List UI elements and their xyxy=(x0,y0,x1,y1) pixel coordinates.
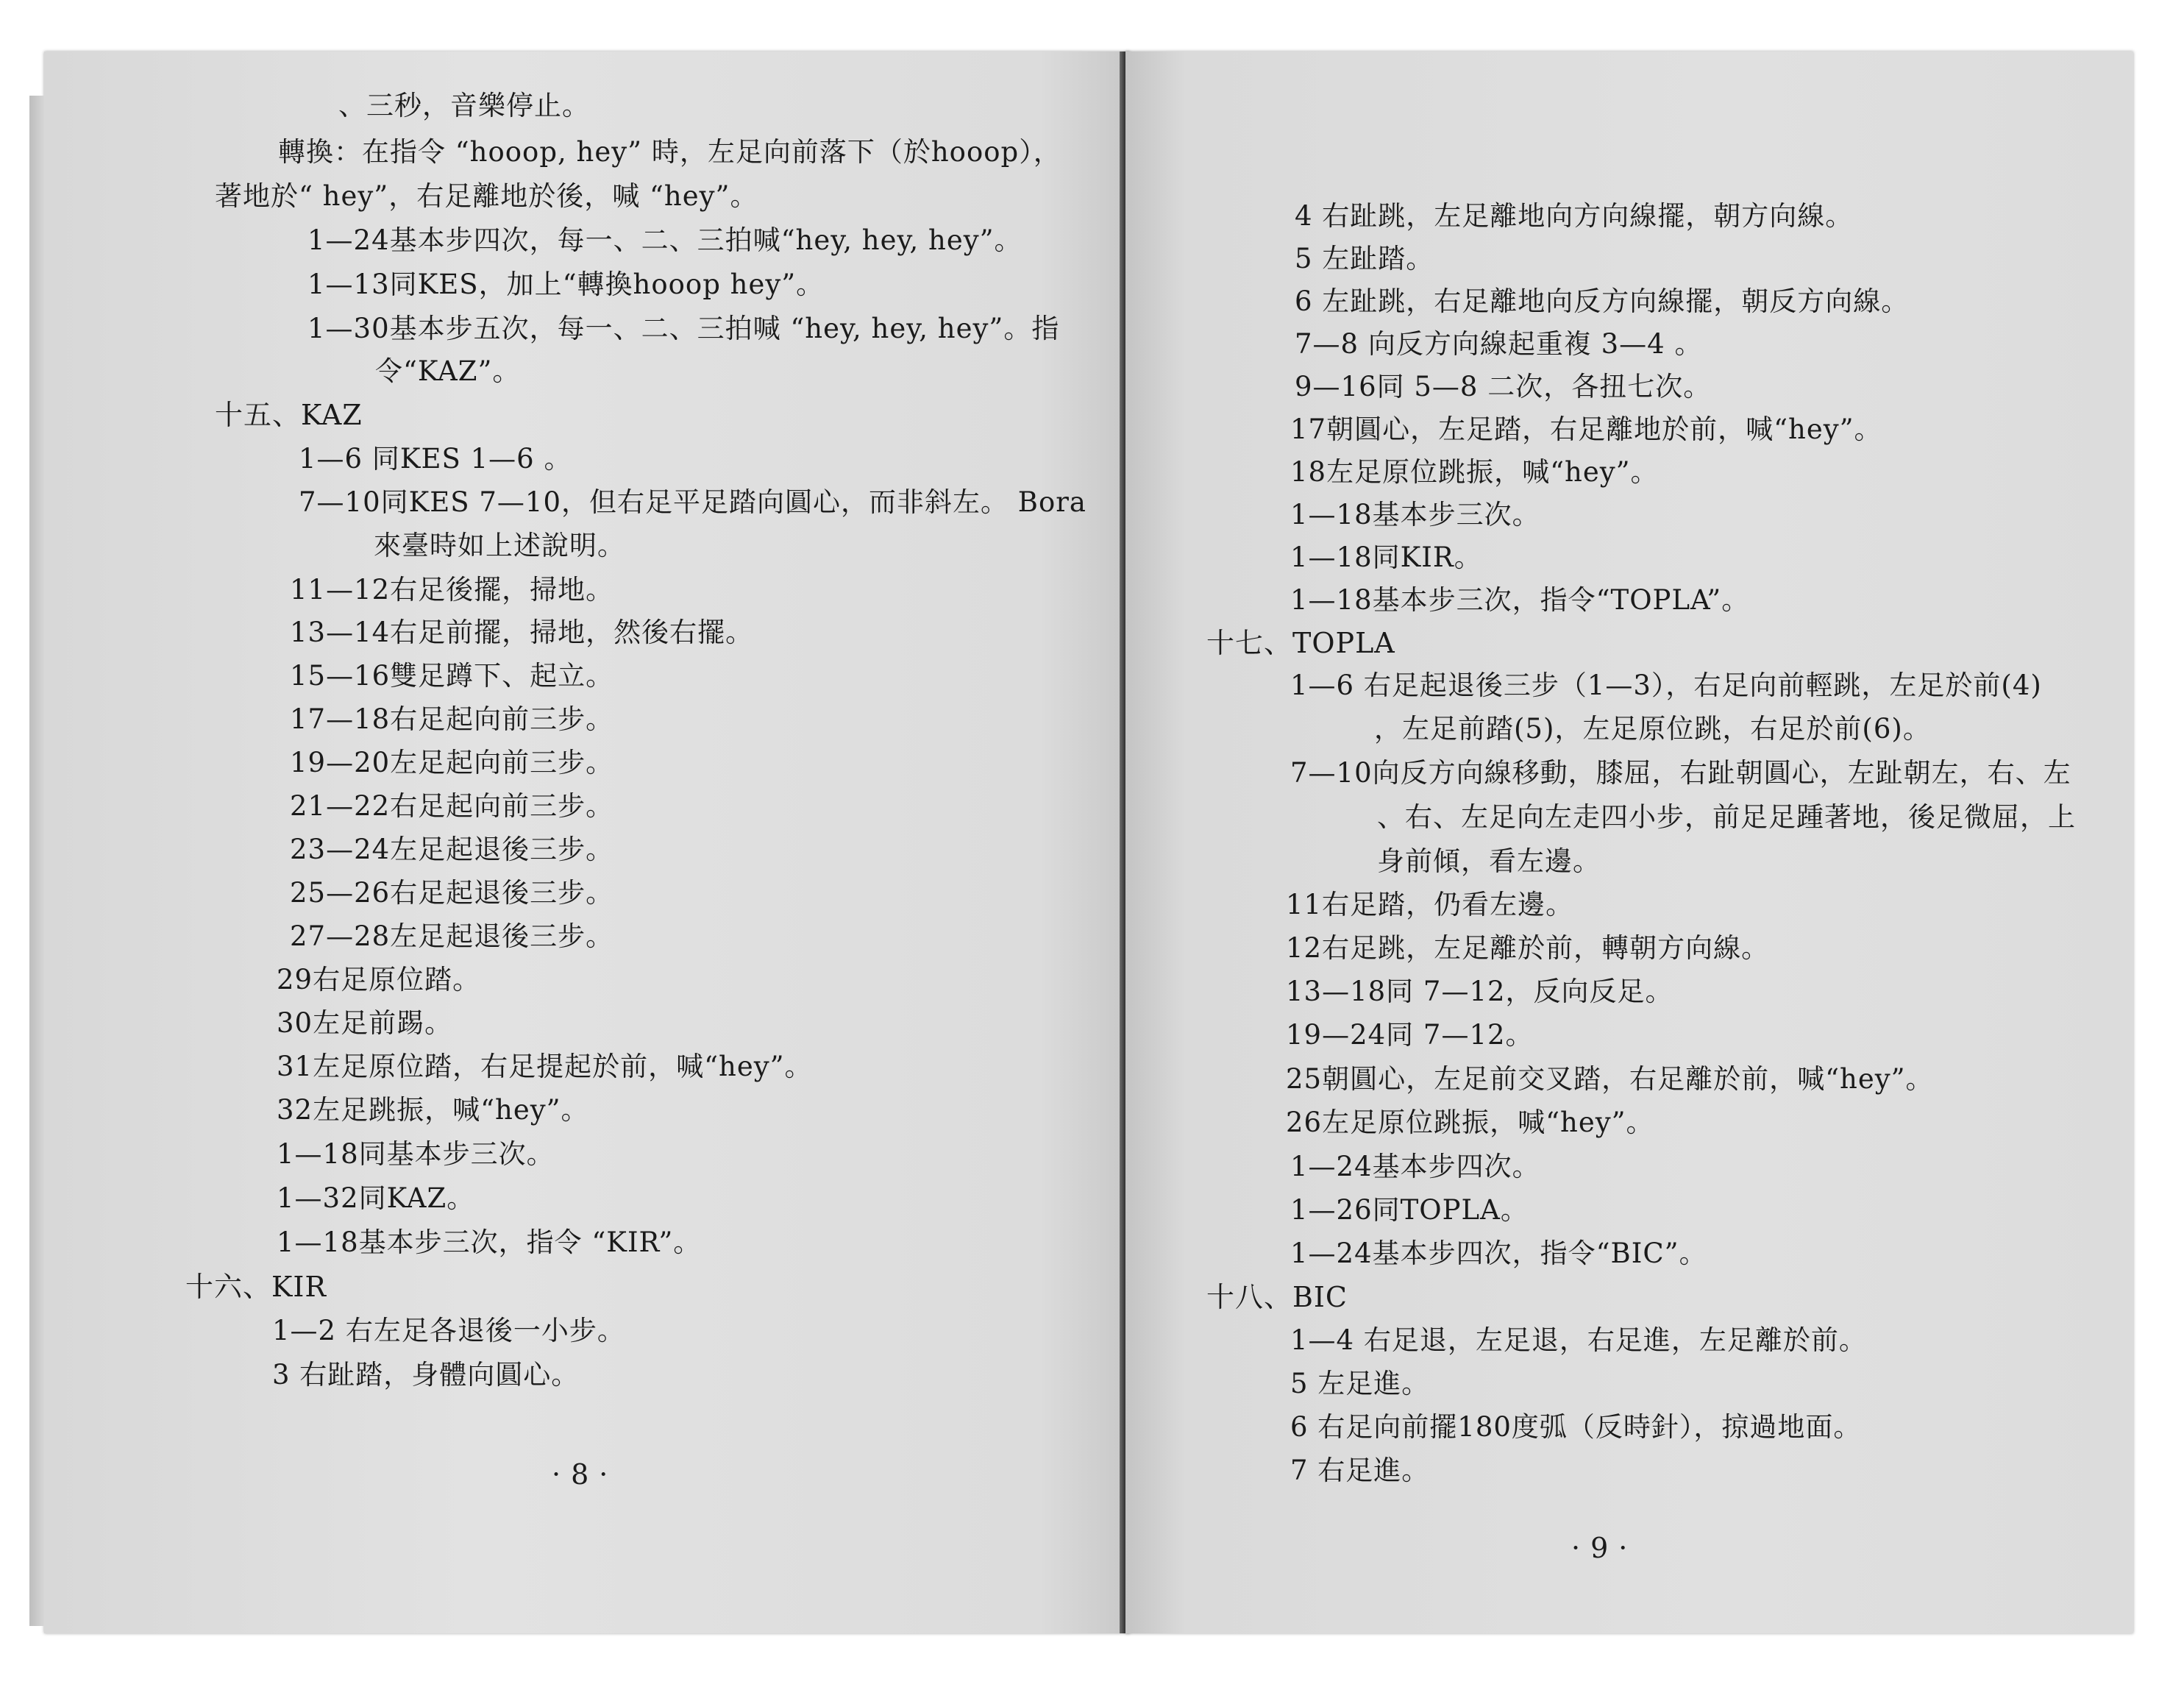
section-heading: 十八、BIC xyxy=(1206,1281,1348,1313)
text-line: 、右、左足向左走四小步，前足足踵著地，後足微屈，上 xyxy=(1377,801,2076,833)
text-line: 13—14右足前擺，掃地，然後右擺。 xyxy=(290,617,754,648)
text-line: 1—24基本步四次，指令“BIC”。 xyxy=(1290,1238,1707,1269)
text-line: 著地於“ hey”，右足離地於後，喊 “hey”。 xyxy=(215,180,758,212)
text-line: 1—30基本步五次，每一、二、三拍喊 “hey, hey, hey”。指 xyxy=(307,313,1060,344)
text-line: 30左足前踢。 xyxy=(277,1007,453,1039)
text-line: 1—24基本步四次，每一、二、三拍喊“hey, hey, hey”。 xyxy=(307,224,1022,256)
page-number: ·9· xyxy=(1571,1532,1638,1564)
text-line: 17—18右足起向前三步。 xyxy=(290,703,614,735)
text-line: 1—24基本步四次。 xyxy=(1290,1151,1540,1182)
text-line: 1—4 右足退，左足退，右足進，左足離於前。 xyxy=(1290,1324,1867,1356)
text-line: 6 右足向前擺180度弧（反時針），掠過地面。 xyxy=(1290,1411,1862,1443)
text-line: 身前傾，看左邊。 xyxy=(1377,845,1601,877)
text-line: 19—20左足起向前三步。 xyxy=(290,747,614,778)
section-heading: 十七、TOPLA xyxy=(1206,627,1395,659)
text-line: 3 右趾踏，身體向圓心。 xyxy=(272,1359,580,1391)
text-line: 7—10向反方向線移動，膝屈，右趾朝圓心，左趾朝左，右、左 xyxy=(1290,757,2071,789)
text-line: 7—8 向反方向線起重複 3—4 。 xyxy=(1295,328,1703,360)
text-line: 26左足原位跳振，喊“hey”。 xyxy=(1286,1107,1654,1138)
text-line: 12右足跳，左足離於前，轉朝方向線。 xyxy=(1286,932,1770,964)
text-line: 21—22右足起向前三步。 xyxy=(290,790,614,822)
text-line: 來臺時如上述說明。 xyxy=(374,530,625,561)
text-line: 32左足跳振，喊“hey”。 xyxy=(277,1094,589,1126)
right-page xyxy=(1125,52,2133,1633)
text-line: 25朝圓心，左足前交叉踏，右足離於前，喊“hey”。 xyxy=(1286,1063,1934,1095)
text-line: 29右足原位踏。 xyxy=(277,964,481,995)
left-page xyxy=(44,52,1130,1633)
text-line: 19—24同 7—12。 xyxy=(1286,1019,1534,1051)
section-heading: 十六、KIR xyxy=(185,1271,327,1303)
text-line: 令“KAZ”。 xyxy=(375,355,521,387)
text-line: 13—18同 7—12，反向反足。 xyxy=(1286,976,1673,1007)
text-line: 1—18基本步三次。 xyxy=(1290,499,1540,530)
text-line: 轉換：在指令 “hooop, hey” 時，左足向前落下（於hooop）， xyxy=(278,136,1061,168)
text-line: 7 右足進。 xyxy=(1290,1455,1430,1486)
text-line: 23—24左足起退後三步。 xyxy=(290,834,614,865)
text-line: 1—18基本步三次，指令 “KIR”。 xyxy=(277,1226,702,1258)
text-line: 1—26同TOPLA。 xyxy=(1290,1194,1529,1226)
text-line: 5 左趾踏。 xyxy=(1295,243,1434,274)
text-line: 9—16同 5—8 二次，各扭七次。 xyxy=(1295,371,1712,402)
text-line: 11右足踏，仍看左邊。 xyxy=(1286,889,1574,920)
text-line: 1—13同KES，加上“轉換hooop hey”。 xyxy=(307,269,825,300)
text-line: 1—18同基本步三次。 xyxy=(277,1138,555,1170)
text-line: 1—6 右足起退後三步（1—3），右足向前輕跳，左足於前(4) xyxy=(1290,670,2042,701)
text-line: 1—6 同KES 1—6 。 xyxy=(299,443,572,475)
text-line: 1—18同KIR。 xyxy=(1290,542,1482,573)
text-line: 1—18基本步三次，指令“TOPLA”。 xyxy=(1290,584,1750,616)
text-line: 15—16雙足蹲下、起立。 xyxy=(290,660,614,692)
text-line: 25—26右足起退後三步。 xyxy=(290,877,614,909)
text-line: 27—28左足起退後三步。 xyxy=(290,920,614,952)
text-line: 4 右趾跳，左足離地向方向線擺，朝方向線。 xyxy=(1295,200,1854,232)
text-line: 17朝圓心，左足踏，右足離地於前，喊“hey”。 xyxy=(1290,413,1882,445)
text-line: 31左足原位踏，右足提起於前，喊“hey”。 xyxy=(277,1051,813,1082)
text-line: 7—10同KES 7—10，但右足平足踏向圓心，而非斜左。 Bora xyxy=(299,486,1086,518)
page-number: ·8· xyxy=(552,1458,619,1491)
text-line: 1—32同KAZ。 xyxy=(277,1182,475,1214)
text-line: ，左足前踏(5)，左足原位跳，右足於前(6)。 xyxy=(1374,713,1931,745)
text-line: 18左足原位跳振，喊“hey”。 xyxy=(1290,456,1659,488)
section-heading: 十五、KAZ xyxy=(215,399,363,431)
text-line: 5 左足進。 xyxy=(1290,1368,1430,1399)
text-line: 1—2 右左足各退後一小步。 xyxy=(272,1315,625,1346)
text-line: 11—12右足後擺，掃地。 xyxy=(290,574,614,606)
text-line: 6 左趾跳，右足離地向反方向線擺，朝反方向線。 xyxy=(1295,285,1910,317)
text-line: 、三秒，音樂停止。 xyxy=(338,90,590,121)
